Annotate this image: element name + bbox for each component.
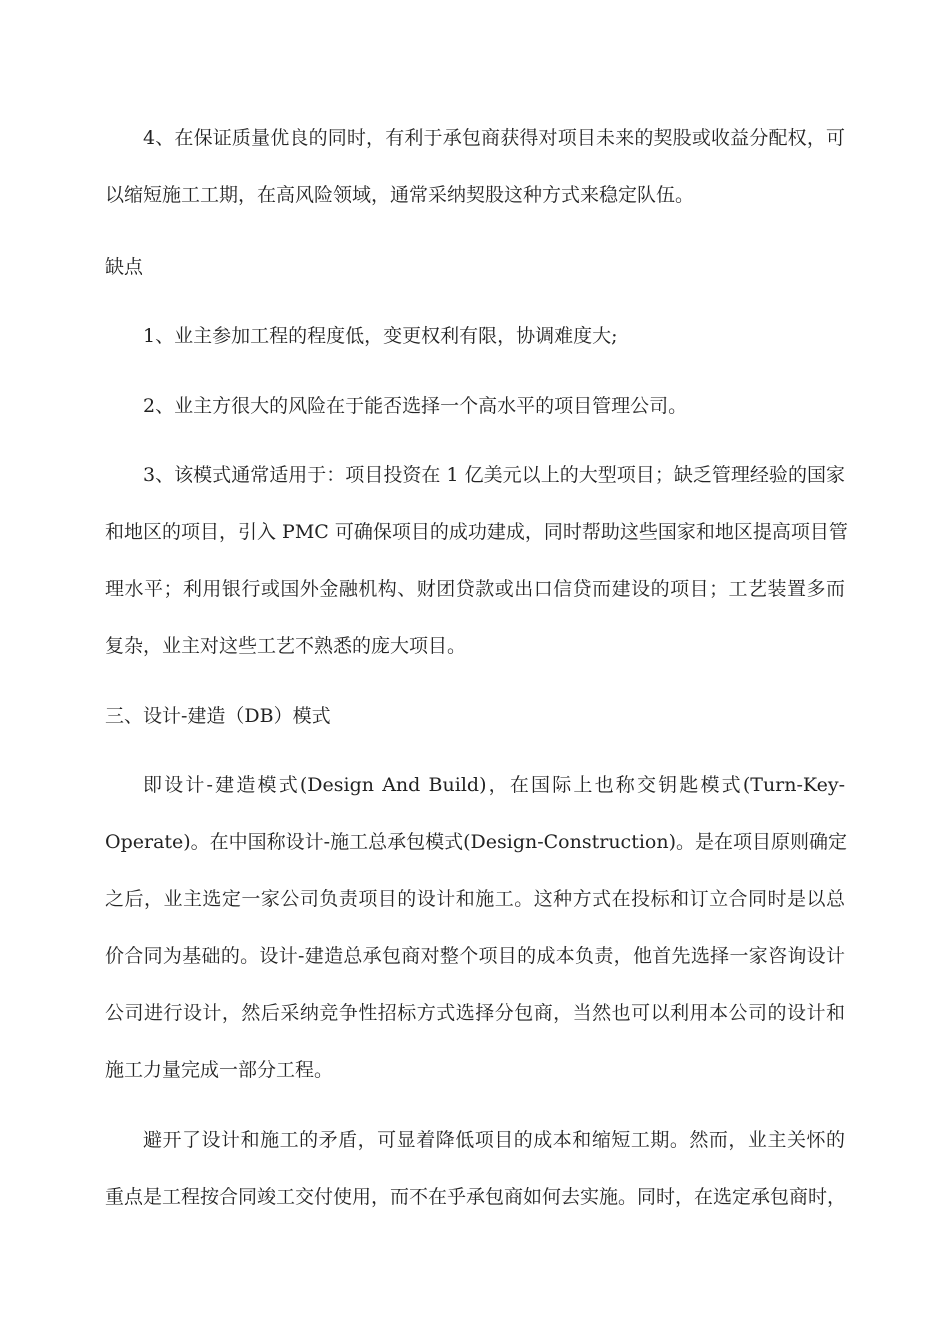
paragraph-db-line-6: 施工力量完成一部分工程。 [105, 1059, 334, 1081]
paragraph-advantage-4-line-1: 4、在保证质量优良的同时，有利于承包商获得对项目未来的契股或收益分配权，可 [143, 127, 845, 149]
paragraph-db-line-2: Operate)。在中国称设计-施工总承包模式(Design-Construction)。是在项目原则确定 [105, 831, 848, 853]
paragraph-defect-3-line-4: 复杂，业主对这些工艺不熟悉的庞大项目。 [105, 635, 467, 657]
heading-defects: 缺点 [105, 256, 144, 278]
paragraph-defect-2: 2、业主方很大的风险在于能否选择一个高水平的项目管理公司。 [143, 395, 688, 417]
paragraph-db-features-line-2: 重点是工程按合同竣工交付使用，而不在乎承包商如何去实施。同时，在选定承包商时， [105, 1186, 847, 1208]
heading-db-mode: 三、设计-建造（DB）模式 [105, 705, 331, 727]
paragraph-db-line-3: 之后，业主选定一家公司负责项目的设计和施工。这种方式在投标和订立合同时是以总 [105, 888, 845, 910]
paragraph-defect-3-line-1: 3、该模式通常适用于：项目投资在 1 亿美元以上的大型项目；缺乏管理经验的国家 [143, 464, 845, 486]
paragraph-db-line-5: 公司进行设计，然后采纳竞争性招标方式选择分包商，当然也可以利用本公司的设计和 [105, 1002, 845, 1024]
paragraph-defect-3-line-2: 和地区的项目，引入 PMC 可确保项目的成功建成，同时帮助这些国家和地区提高项目管 [105, 521, 848, 543]
paragraph-advantage-4-line-2: 以缩短施工工期，在高风险领域，通常采纳契股这种方式来稳定队伍。 [105, 184, 695, 206]
paragraph-defect-3-line-3: 理水平；利用银行或国外金融机构、财团贷款或出口信贷而建设的项目；工艺装置多而 [105, 578, 845, 600]
paragraph-db-features-line-1: 避开了设计和施工的矛盾，可显着降低项目的成本和缩短工期。然而，业主关怀的 [143, 1129, 845, 1151]
paragraph-db-line-4: 价合同为基础的。设计-建造总承包商对整个项目的成本负责，他首先选择一家咨询设计 [105, 945, 845, 967]
paragraph-db-line-1: 即设计-建造模式(Design And Build)，在国际上也称交钥匙模式(Turn-Key- [143, 774, 845, 796]
paragraph-defect-1: 1、业主参加工程的程度低，变更权利有限，协调难度大; [143, 325, 618, 347]
